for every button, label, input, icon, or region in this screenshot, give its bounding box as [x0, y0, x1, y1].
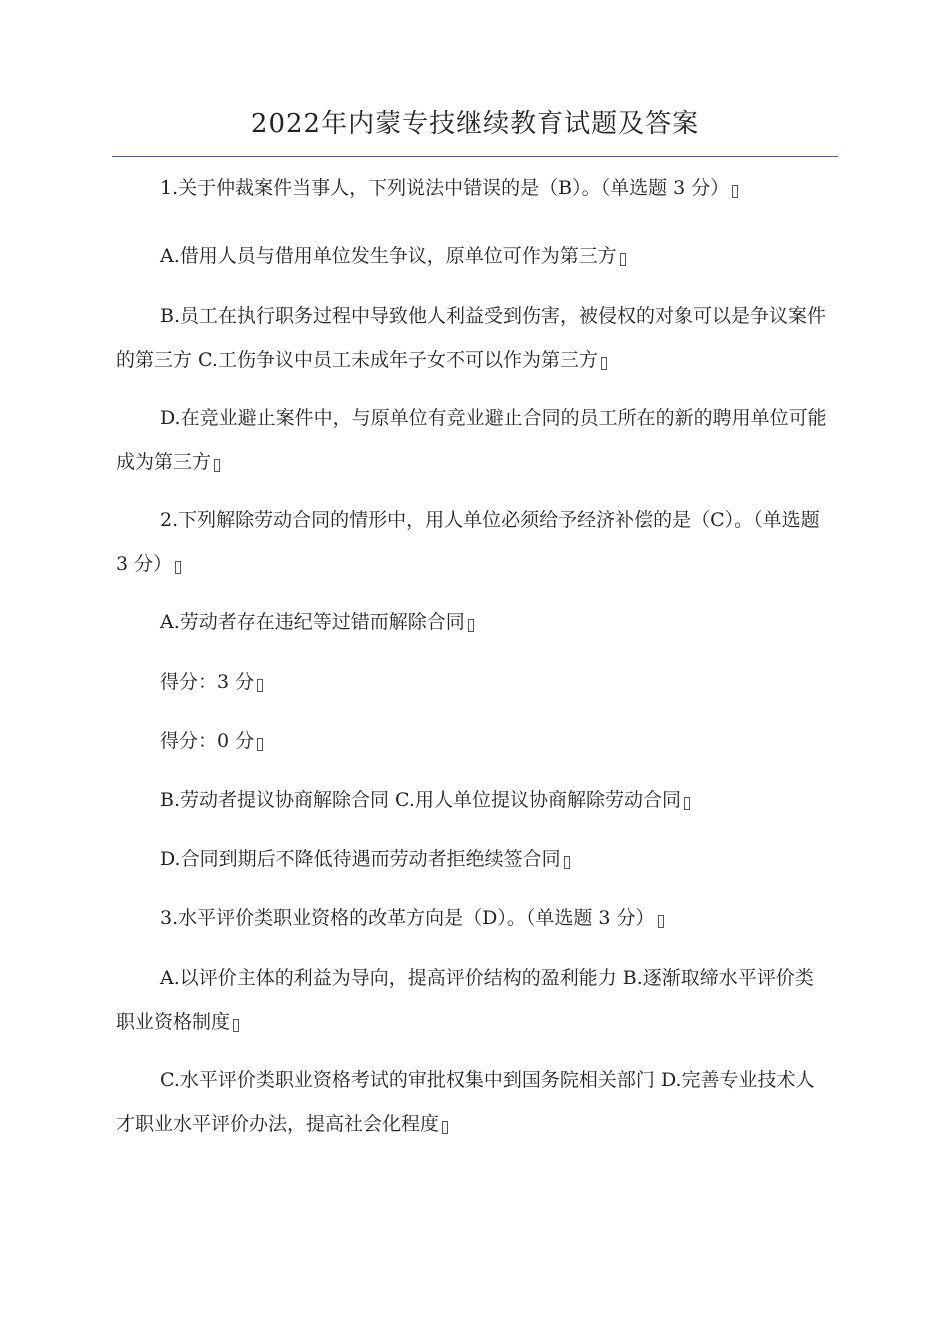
- score-line-1: [116, 660, 832, 704]
- paragraph-mark-icon: [442, 1121, 448, 1134]
- paragraph-mark-icon: [214, 459, 220, 472]
- paragraph-mark-icon: [658, 915, 664, 928]
- question-2-text: 2.下列解除劳动合同的情形中，用人单位必须给予经济补偿的是（C）。（单选题 3 分）: [116, 509, 820, 575]
- question-2-option-d: [116, 837, 832, 881]
- question-3-option-c-d: [116, 1058, 832, 1146]
- option-text: B.员工在执行职务过程中导致他人利益受到伤害，被侵权的对象可以是争议案件的第三方 C.工伤争议中员工未成年子女不可以作为第三方: [116, 305, 827, 371]
- option-text: A.劳动者存在违纪等过错而解除合同: [160, 611, 465, 633]
- paragraph-mark-icon: [468, 619, 474, 632]
- question-2-option-b-c: [116, 778, 832, 822]
- paragraph-mark-icon: [175, 561, 181, 574]
- score-text: 得分：0 分: [160, 730, 255, 752]
- paragraph-mark-icon: [684, 797, 690, 810]
- question-3: [116, 896, 832, 940]
- option-text: B.劳动者提议协商解除合同 C.用人单位提议协商解除劳动合同: [160, 789, 681, 811]
- question-1-option-d: [116, 396, 832, 484]
- paragraph-mark-icon: [620, 253, 626, 266]
- paragraph-mark-icon: [564, 856, 570, 869]
- question-3-text: 3.水平评价类职业资格的改革方向是（D）。（单选题 3 分）: [160, 907, 655, 929]
- question-1-text: 1.关于仲裁案件当事人，下列说法中错误的是（B）。（单选题 3 分）: [160, 177, 730, 199]
- paragraph-mark-icon: [257, 679, 263, 692]
- paragraph-mark-icon: [732, 185, 738, 198]
- question-1: [116, 166, 832, 210]
- paragraph-mark-icon: [257, 738, 263, 751]
- document-title: 2022年内蒙专技继续教育试题及答案: [250, 109, 700, 139]
- question-2: [116, 498, 832, 586]
- option-text: A.以评价主体的利益为导向，提高评价结构的盈利能力 B.逐渐取缔水平评价类职业资格制度: [116, 967, 814, 1033]
- option-text: D.在竞业避止案件中，与原单位有竞业避止合同的员工所在的新的聘用单位可能成为第三方: [116, 407, 827, 473]
- score-line-2: [116, 719, 832, 763]
- score-text: 得分：3 分: [160, 671, 255, 693]
- question-2-option-a: [116, 600, 832, 644]
- title-divider: [112, 156, 838, 157]
- option-text: C.水平评价类职业资格考试的审批权集中到国务院相关部门 D.完善专业技术人才职业水平评价办法，提高社会化程度: [116, 1069, 815, 1135]
- option-text: A.借用人员与借用单位发生争议，原单位可作为第三方: [160, 245, 617, 267]
- question-1-option-b-c: [116, 294, 832, 382]
- question-3-option-a-b: [116, 956, 832, 1044]
- question-1-option-a: [116, 234, 832, 278]
- paragraph-mark-icon: [233, 1019, 239, 1032]
- paragraph-mark-icon: [601, 357, 607, 370]
- option-text: D.合同到期后不降低待遇而劳动者拒绝续签合同: [160, 848, 561, 870]
